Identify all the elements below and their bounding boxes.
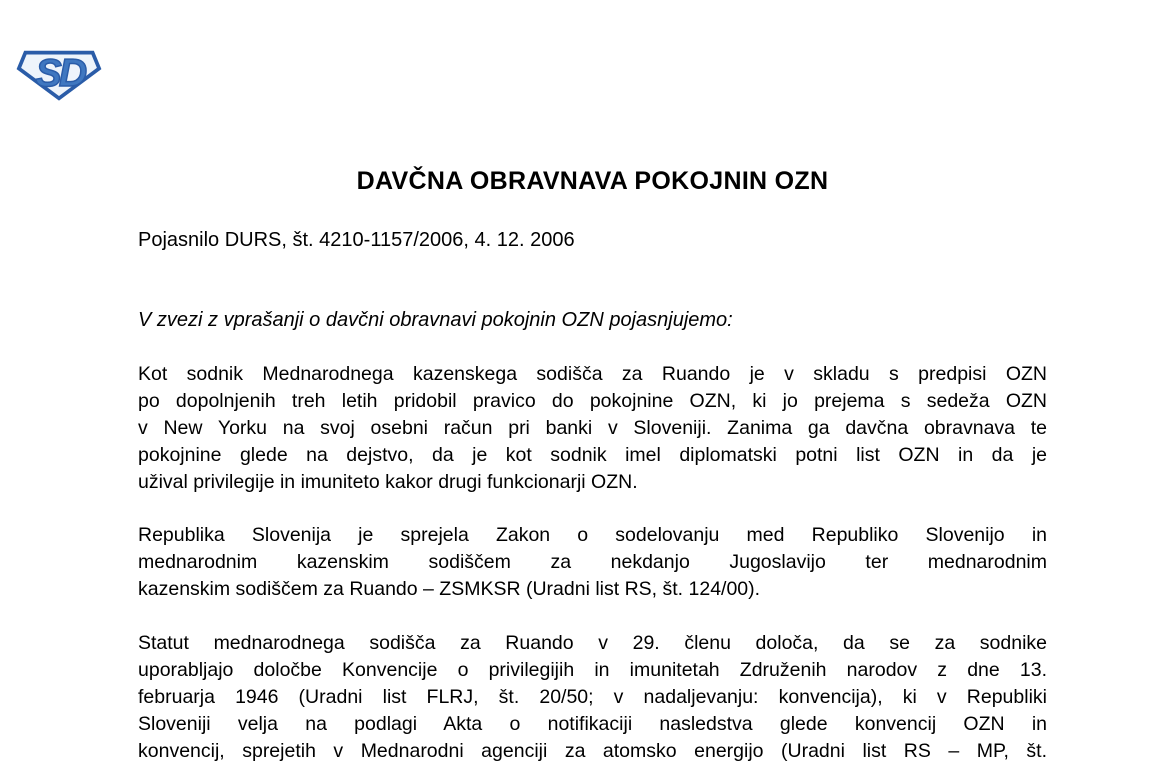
paragraph-line: mednarodnim kazenskim sodiščem za nekdanjo Jugoslavijo ter mednarodnim bbox=[138, 551, 1047, 573]
document-intro-line: V zvezi z vprašanji o davčni obravnavi pokojnin OZN pojasnjujemo: bbox=[138, 309, 733, 331]
document-reference-line: Pojasnilo DURS, št. 4210-1157/2006, 4. 12. 2006 bbox=[138, 229, 575, 251]
paragraph-line: Sloveniji velja na podlagi Akta o notifikaciji nasledstva glede konvencij OZN in bbox=[138, 713, 1047, 735]
sd-logo-icon bbox=[17, 48, 101, 102]
paragraph-line-clipped: konvencij, sprejetih v Mednarodni agenciji za atomsko energijo (Uradni list RS – MP, št. bbox=[138, 740, 1047, 762]
paragraph-line: Republika Slovenija je sprejela Zakon o sodelovanju med Republiko Slovenijo in bbox=[138, 524, 1047, 546]
paragraph-line: pokojnine glede na dejstvo, da je kot sodnik imel diplomatski potni list OZN in da je bbox=[138, 444, 1047, 466]
sd-logo-letters: SD bbox=[35, 52, 85, 96]
paragraph-line: v New Yorku na svoj osebni račun pri banki v Sloveniji. Zanima ga davčna obravnava te bbox=[138, 417, 1047, 439]
document-title: DAVČNA OBRAVNAVA POKOJNIN OZN bbox=[356, 167, 829, 195]
paragraph-line: Kot sodnik Mednarodnega kazenskega sodišča za Ruando je v skladu s predpisi OZN bbox=[138, 363, 1047, 385]
document-body bbox=[138, 0, 1047, 762]
sd-logo bbox=[17, 48, 101, 102]
paragraph-line: uporabljajo določbe Konvencije o privilegijih in imunitetah Združenih narodov z dne 13. bbox=[138, 659, 1047, 681]
paragraph-line: užival privilegije in imuniteto kakor drugi funkcionarji OZN. bbox=[138, 471, 638, 493]
paragraph-line: februarja 1946 (Uradni list FLRJ, št. 20/50; v nadaljevanju: konvencija), ki v Republiki bbox=[138, 686, 1047, 708]
paragraph-question bbox=[138, 361, 1047, 496]
paragraph-line: kazenskim sodiščem za Ruando – ZSMKSR (Uradni list RS, št. 124/00). bbox=[138, 578, 761, 600]
paragraph-statut bbox=[138, 630, 1047, 765]
paragraph-line: po dopolnjenih treh letih pridobil pravico do pokojnine OZN, ki jo prejema s sedeža OZN bbox=[138, 390, 1047, 412]
paragraph-zsmksr bbox=[138, 522, 1047, 603]
paragraph-line: Statut mednarodnega sodišča za Ruando v 29. členu določa, da se za sodnike bbox=[138, 632, 1047, 654]
